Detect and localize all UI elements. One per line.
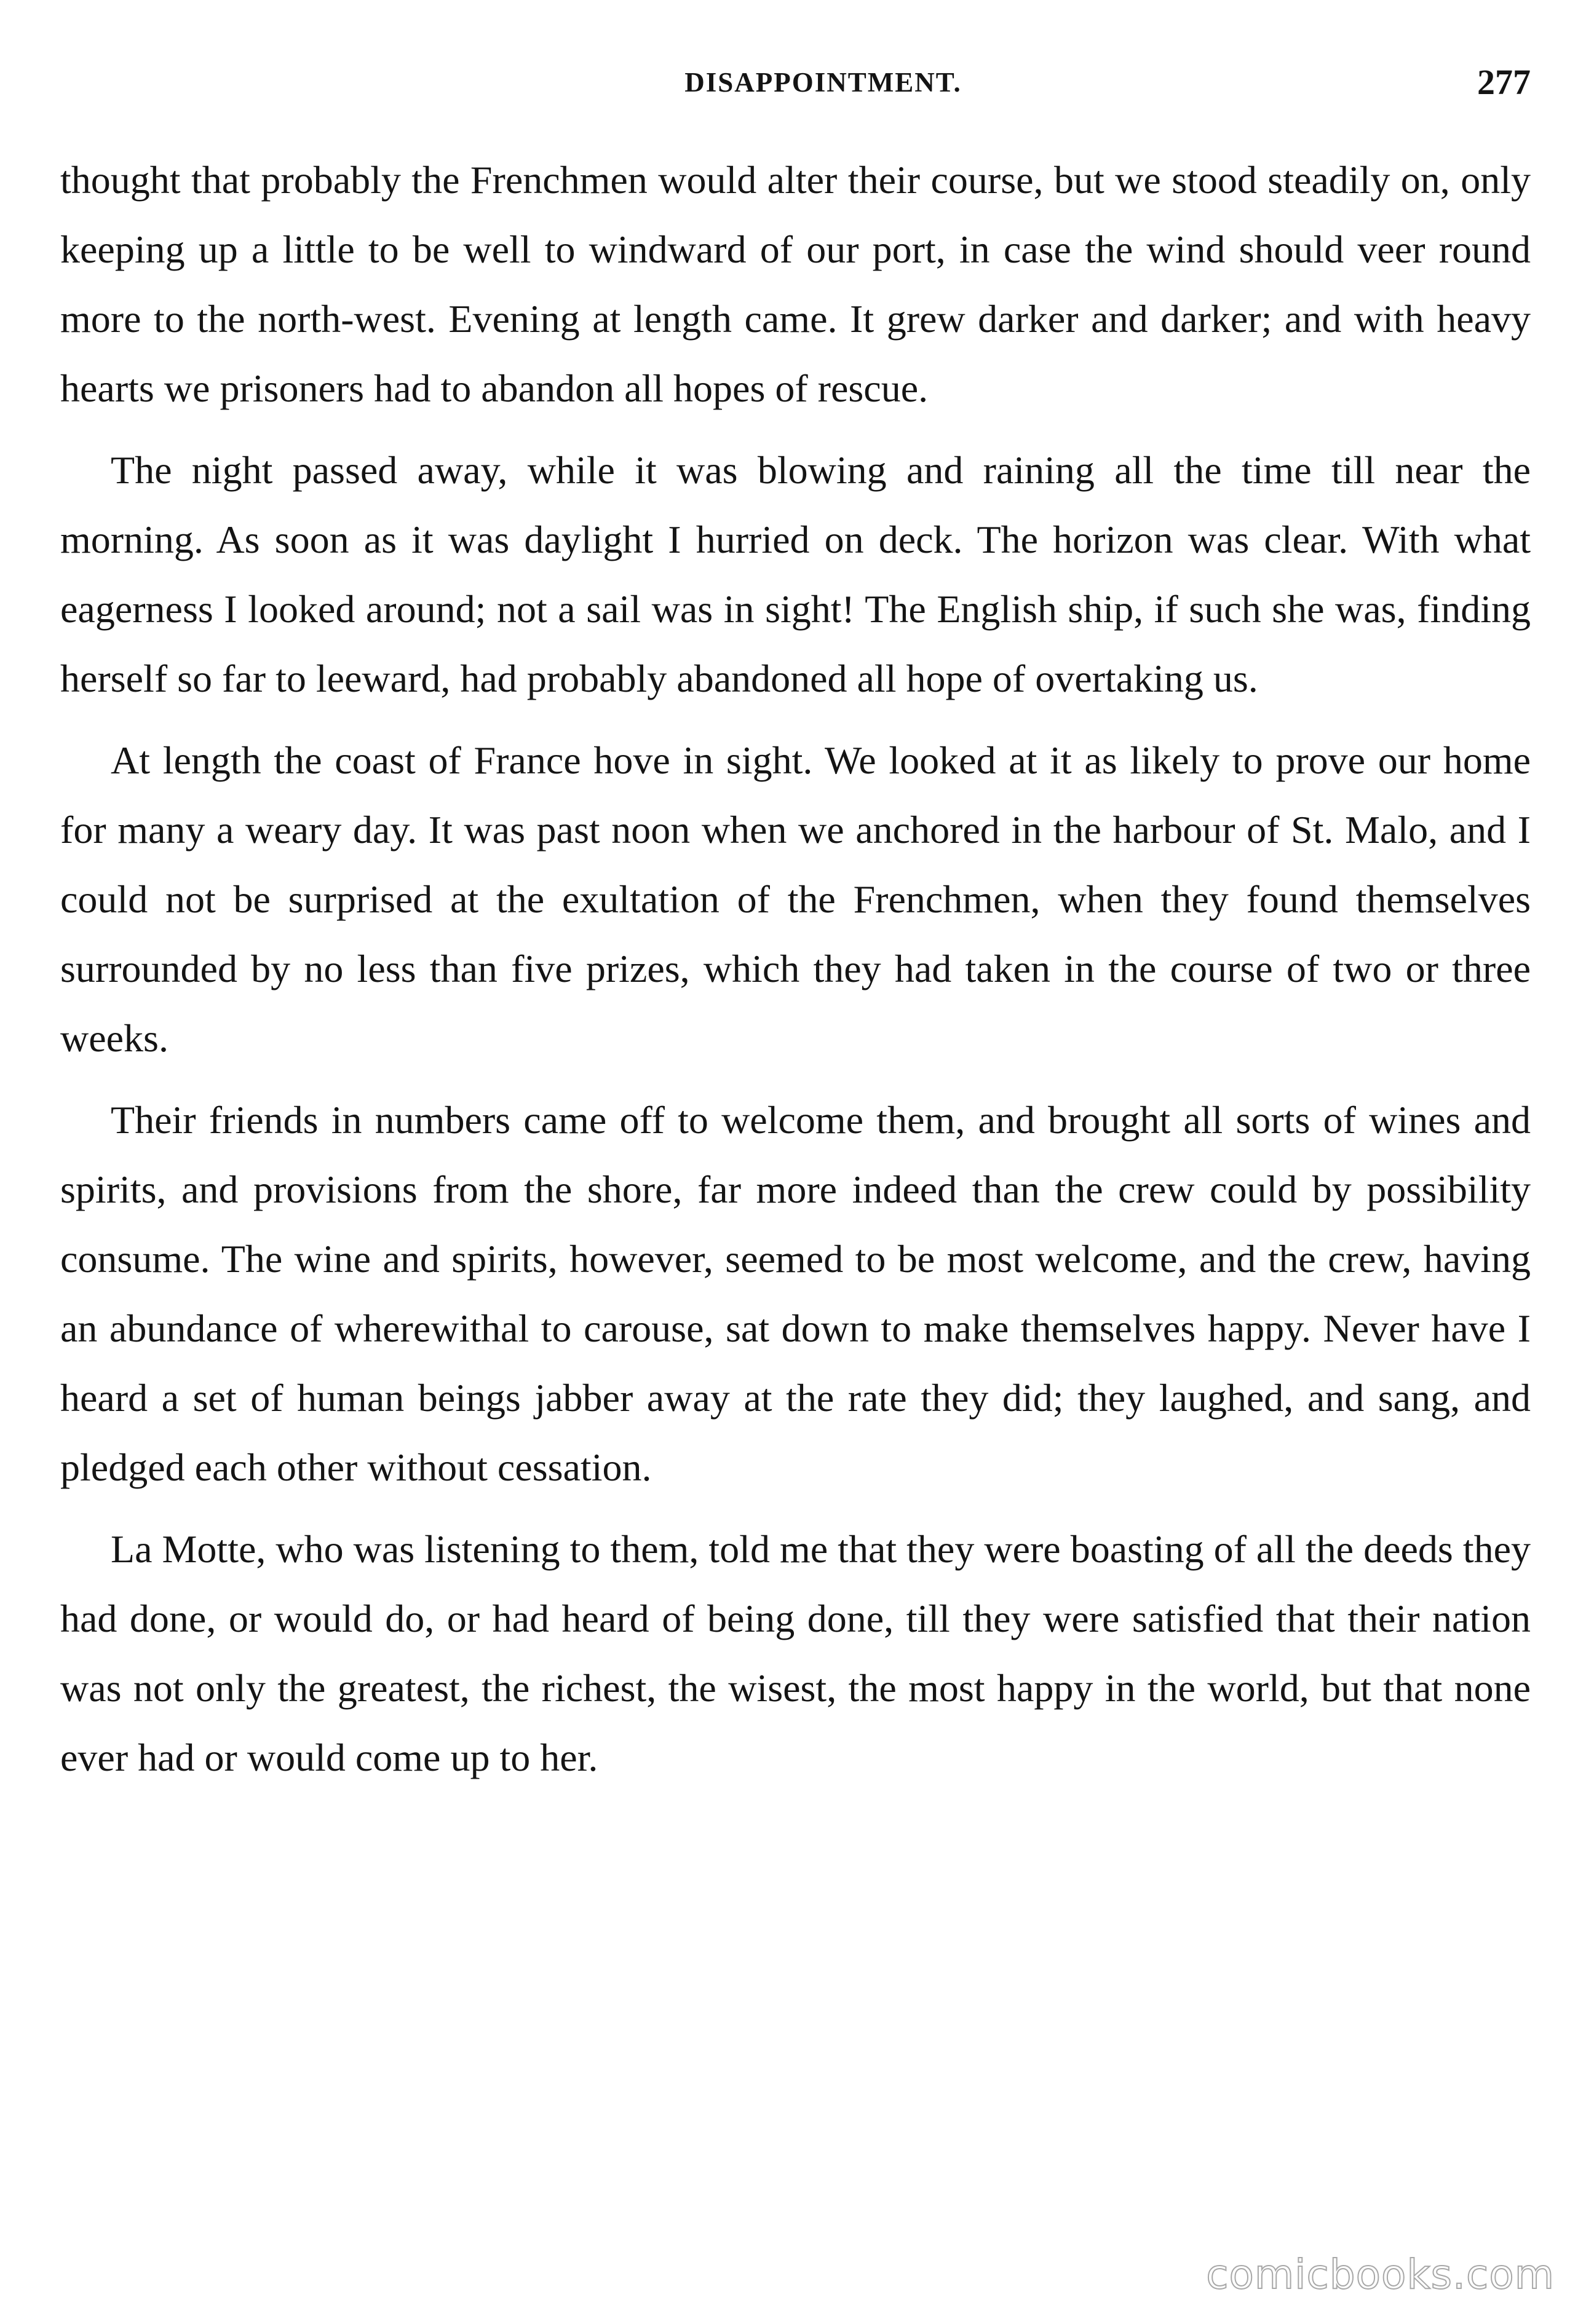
paragraph: At length the coast of France hove in sight. We looked at it as likely to prove our home for many a weary day. It was past noon when we anchored in the harbour of St. Malo, and I could not be surprised at the exultation of the Frenchmen, when they found themselves surrounded by no less than five prizes, which they had taken in the course of two or three weeks. xyxy=(60,738,1531,1060)
page-number: 277 xyxy=(1477,62,1531,102)
paragraph-continuation: thought that probably the Frenchmen would alter their course, but we stood steadily on, only keeping up a little to be well to windward of our port, in case the wind should veer round more to the north-west. Evening at length came. It grew darker and darker; and with heavy hearts we prisoners had to abandon all hopes of rescue. xyxy=(60,158,1531,410)
watermark: comicbooks.com xyxy=(1206,2251,1555,2298)
body-text xyxy=(60,145,1531,1804)
paragraph: Their friends in numbers came off to welcome them, and brought all sorts of wines and spirits, and provisions from the shore, far more indeed than the crew could by possibility consume. The wine and spirits, however, seemed to be most welcome, and the crew, having an abundance of wherewithal to carouse, sat down to make themselves happy. Never have I heard a set of human beings jabber away at the rate they did; they laughed, and sang, and pledged each other without cessation. xyxy=(60,1098,1531,1489)
running-title: DISAPPOINTMENT. xyxy=(684,67,962,98)
paragraph: La Motte, who was listening to them, told me that they were boasting of all the deeds they had done, or would do, or had heard of being done, till they were satisfied that their nation was not only the greatest, the richest, the wisest, the most happy in the world, but that none ever had or would come up to her. xyxy=(60,1527,1531,1779)
running-head xyxy=(60,62,1531,116)
paragraph: The night passed away, while it was blowing and raining all the time till near the morning. As soon as it was daylight I hurried on deck. The horizon was clear. With what eagerness I looked around; not a sail was in sight! The English ship, if such she was, finding herself so far to leeward, had probably abandoned all hope of overtaking us. xyxy=(60,448,1531,700)
